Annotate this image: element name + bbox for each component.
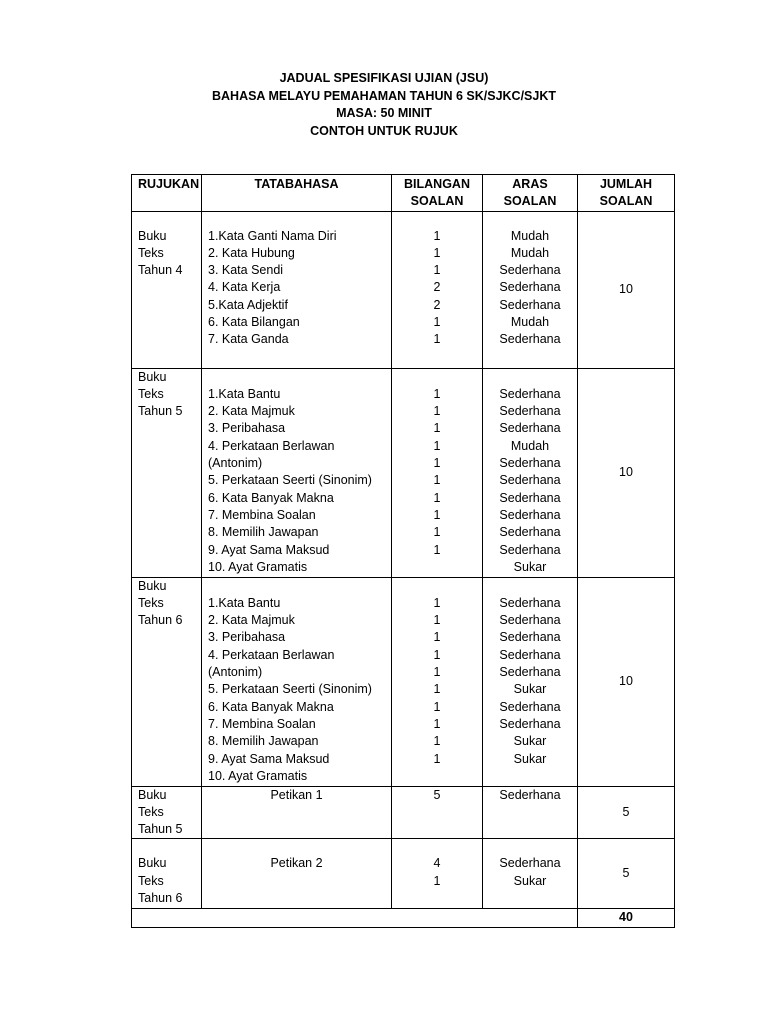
tatabahasa-item: 3. Kata Sendi [208, 263, 284, 278]
aras-value: Sederhana [499, 297, 561, 312]
cell-rujukan [132, 577, 202, 786]
rujukan-line: Tahun 5 [138, 822, 183, 837]
tatabahasa-item: 5.Kata Adjektif [208, 297, 288, 312]
cell-aras-soalan [483, 368, 578, 577]
tatabahasa-item: 4. Perkataan Berlawan [208, 647, 335, 662]
tatabahasa-item: 2. Kata Hubung [208, 245, 295, 260]
aras-value: Sederhana [499, 595, 561, 610]
aras-value: Sederhana [499, 263, 561, 278]
bilangan-value: 1 [433, 716, 441, 731]
tatabahasa-item: (Antonim) [208, 456, 263, 471]
tatabahasa-item: 1.Kata Ganti Nama Diri [208, 228, 337, 243]
cell-bilangan-soalan [392, 211, 483, 368]
aras-value: Sederhana [499, 630, 561, 645]
bilangan-value: 1 [433, 228, 441, 243]
cell-rujukan [132, 368, 202, 577]
tatabahasa-item: 2. Kata Majmuk [208, 404, 295, 419]
bilangan-value [398, 578, 476, 595]
aras-value: Mudah [510, 315, 550, 330]
cell-aras-soalan [483, 577, 578, 786]
aras-value: Sederhana [499, 665, 561, 680]
total-value: 40 [578, 909, 675, 927]
bilangan-value: 1 [433, 332, 441, 347]
aras-value: Sukar [513, 682, 547, 697]
tatabahasa-item: 1.Kata Bantu [208, 595, 281, 610]
aras-value: Sederhana [499, 404, 561, 419]
aras-value: Sederhana [499, 716, 561, 731]
bilangan-value: 1 [433, 404, 441, 419]
cell-tatabahasa [202, 839, 392, 909]
tatabahasa-item: 7. Membina Soalan [208, 716, 316, 731]
cell-rujukan [132, 839, 202, 909]
title-line-4: CONTOH UNTUK RUJUK [310, 123, 458, 138]
cell-bilangan-soalan [392, 368, 483, 577]
header-tatabahasa: TATABAHASA [202, 175, 392, 212]
rujukan-line: Tahun 6 [138, 613, 183, 628]
cell-jumlah-soalan: 5 [578, 786, 675, 839]
bilangan-value: 1 [433, 699, 441, 714]
tatabahasa-item: 5. Perkataan Seerti (Sinonim) [208, 682, 372, 697]
title-line-2: BAHASA MELAYU PEMAHAMAN TAHUN 6 SK/SJKC/SJKT [211, 88, 556, 103]
rujukan-line: Teks [138, 386, 164, 401]
total-row [132, 909, 675, 927]
aras-value: Sederhana [499, 787, 561, 802]
aras-value [489, 578, 571, 595]
cell-jumlah-soalan: 10 [578, 368, 675, 577]
bilangan-value: 1 [433, 682, 441, 697]
bilangan-value: 1 [433, 245, 441, 260]
cell-jumlah-soalan: 10 [578, 211, 675, 368]
rujukan-line: Teks [138, 804, 164, 819]
aras-value: Sederhana [499, 332, 561, 347]
rujukan-line: Tahun 6 [138, 891, 183, 906]
tatabahasa-item: 8. Memilih Jawapan [208, 734, 319, 749]
bilangan-value: 1 [433, 525, 441, 540]
tatabahasa-item: 7. Kata Ganda [208, 332, 289, 347]
aras-value: Sederhana [499, 647, 561, 662]
tatabahasa-item: 4. Perkataan Berlawan [208, 438, 335, 453]
bilangan-value: 1 [433, 751, 441, 766]
cell-rujukan [132, 786, 202, 839]
table-row [132, 839, 675, 909]
cell-rujukan [132, 211, 202, 368]
tatabahasa-item: 4. Kata Kerja [208, 280, 281, 295]
cell-bilangan-soalan [392, 839, 483, 909]
aras-value: Sederhana [499, 856, 561, 871]
bilangan-value: 1 [433, 507, 441, 522]
bilangan-value: 1 [433, 263, 441, 278]
rujukan-line: Teks [138, 245, 164, 260]
aras-value: Sukar [513, 559, 547, 574]
aras-value: Mudah [510, 438, 550, 453]
rujukan-line: Buku [138, 578, 167, 593]
bilangan-value: 1 [433, 473, 441, 488]
bilangan-value: 1 [433, 665, 441, 680]
tatabahasa-item [208, 578, 385, 595]
header-jumlah-line-2: SOALAN [599, 194, 653, 209]
tatabahasa-item: 3. Peribahasa [208, 630, 286, 645]
tatabahasa-item: 8. Memilih Jawapan [208, 525, 319, 540]
bilangan-value: 1 [433, 595, 441, 610]
cell-aras-soalan [483, 786, 578, 839]
aras-value: Sukar [513, 751, 547, 766]
bilangan-value: 1 [433, 542, 441, 557]
aras-value: Sukar [513, 873, 547, 888]
tatabahasa-item [208, 369, 385, 386]
header-aras-soalan: ARAS SOALAN [483, 175, 578, 212]
aras-value: Sederhana [499, 473, 561, 488]
header-bilangan-soalan [392, 175, 483, 212]
bilangan-value: 1 [433, 315, 441, 330]
cell-tatabahasa [202, 577, 392, 786]
aras-value: Sederhana [499, 525, 561, 540]
tatabahasa-item: (Antonim) [208, 665, 263, 680]
tatabahasa-item: 9. Ayat Sama Maksud [208, 751, 330, 766]
cell-aras-soalan [483, 839, 578, 909]
aras-value: Sederhana [499, 613, 561, 628]
tatabahasa-item: 2. Kata Majmuk [208, 613, 295, 628]
bilangan-value: 1 [433, 456, 441, 471]
bilangan-value: 1 [433, 873, 441, 888]
cell-jumlah-soalan: 5 [578, 839, 675, 909]
rujukan-line: Buku [138, 228, 167, 243]
aras-value: Sederhana [499, 456, 561, 471]
aras-value: Sederhana [499, 699, 561, 714]
aras-value: Sederhana [499, 507, 561, 522]
bilangan-value: 1 [433, 647, 441, 662]
title-line-3: MASA: 50 MINIT [336, 106, 432, 120]
aras-value [489, 369, 571, 386]
bilangan-value [398, 369, 476, 386]
tatabahasa-item: 3. Peribahasa [208, 421, 286, 436]
bilangan-value: 1 [433, 613, 441, 628]
aras-value: Sederhana [499, 542, 561, 557]
tatabahasa-item: 5. Perkataan Seerti (Sinonim) [208, 473, 372, 488]
bilangan-value: 5 [433, 787, 441, 802]
aras-value: Sukar [513, 734, 547, 749]
cell-tatabahasa [202, 786, 392, 839]
rujukan-line: Tahun 5 [138, 404, 183, 419]
rujukan-line: Tahun 4 [138, 263, 183, 278]
aras-value: Sederhana [499, 421, 561, 436]
cell-tatabahasa [202, 211, 392, 368]
bilangan-value: 2 [433, 297, 441, 312]
bilangan-value: 2 [433, 280, 441, 295]
tatabahasa-item: 10. Ayat Gramatis [208, 768, 308, 783]
rujukan-line: Teks [138, 873, 164, 888]
cell-bilangan-soalan [392, 786, 483, 839]
tatabahasa-item: 7. Membina Soalan [208, 507, 316, 522]
bilangan-value: 4 [433, 856, 441, 871]
cell-tatabahasa [202, 368, 392, 577]
rujukan-line: Buku [138, 369, 167, 384]
rujukan-line: Buku [138, 856, 167, 871]
bilangan-value: 1 [433, 734, 441, 749]
specification-table [131, 174, 675, 928]
header-jumlah-line-1: JUMLAH [599, 177, 653, 191]
tatabahasa-item: 6. Kata Banyak Makna [208, 699, 334, 714]
table-row [132, 786, 675, 839]
header-bilangan-line-2: SOALAN [410, 194, 464, 209]
bilangan-value: 1 [433, 438, 441, 453]
bilangan-value: 1 [433, 490, 441, 505]
tatabahasa-item: 6. Kata Bilangan [208, 315, 300, 330]
bilangan-value: 1 [433, 630, 441, 645]
tatabahasa-item: 10. Ayat Gramatis [208, 559, 308, 574]
aras-value: Sederhana [499, 490, 561, 505]
title-line-1: JADUAL SPESIFIKASI UJIAN (JSU) [279, 71, 489, 85]
total-label-cell [132, 909, 578, 927]
cell-bilangan-soalan [392, 577, 483, 786]
tatabahasa-item: Petikan 2 [270, 856, 323, 871]
tatabahasa-item: Petikan 1 [270, 787, 323, 802]
tatabahasa-item: 1.Kata Bantu [208, 386, 281, 401]
rujukan-line: Buku [138, 787, 167, 802]
document-title [0, 70, 768, 140]
rujukan-line: Teks [138, 595, 164, 610]
aras-value: Sederhana [499, 280, 561, 295]
header-bilangan-line-1: BILANGAN [404, 177, 470, 191]
aras-value: Sederhana [499, 386, 561, 401]
aras-value: Mudah [510, 228, 550, 243]
tatabahasa-item: 6. Kata Banyak Makna [208, 490, 334, 505]
cell-jumlah-soalan: 10 [578, 577, 675, 786]
table-row [132, 211, 675, 368]
tatabahasa-item: 9. Ayat Sama Maksud [208, 542, 330, 557]
header-jumlah-soalan [578, 175, 675, 212]
header-rujukan: RUJUKAN [132, 175, 202, 212]
bilangan-value: 1 [433, 386, 441, 401]
bilangan-value: 1 [433, 421, 441, 436]
aras-value: Mudah [510, 245, 550, 260]
cell-aras-soalan [483, 211, 578, 368]
table-row [132, 368, 675, 577]
table-row [132, 577, 675, 786]
table-header-row [132, 175, 675, 212]
